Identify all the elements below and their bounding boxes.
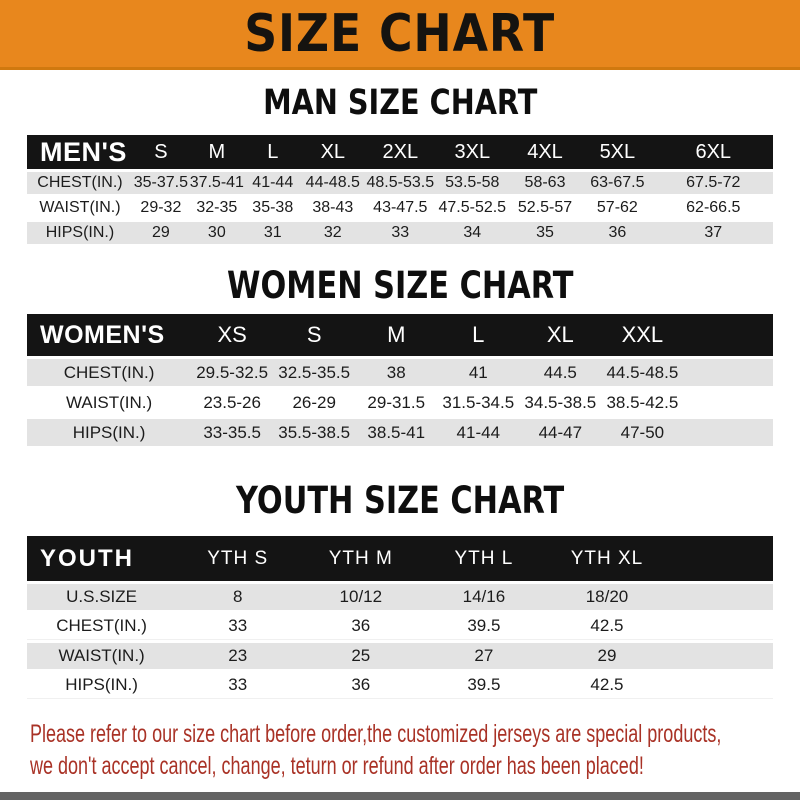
spacer-cell <box>669 643 774 669</box>
spacer-cell <box>669 584 774 610</box>
value-cell: 43-47.5 <box>365 197 436 219</box>
size-header-cell: 4XL <box>509 135 581 169</box>
size-header-cell: YTH M <box>299 536 422 581</box>
spacer <box>0 782 800 792</box>
size-header-cell: XL <box>301 135 365 169</box>
size-header-cell: M <box>189 135 245 169</box>
row-label-cell: CHEST(IN.) <box>27 359 191 386</box>
table-title-cell: WOMEN'S <box>27 314 191 356</box>
value-cell: 44.5 <box>519 359 601 386</box>
table-header-row <box>27 135 773 169</box>
measurement-row <box>27 419 773 446</box>
row-label-cell: U.S.SIZE <box>27 584 176 610</box>
value-cell: 36 <box>581 222 653 244</box>
value-cell: 32-35 <box>189 197 245 219</box>
value-cell: 38 <box>355 359 437 386</box>
value-cell: 35 <box>509 222 581 244</box>
disclaimer <box>30 718 800 782</box>
value-cell: 67.5-72 <box>654 172 773 194</box>
value-cell: 58-63 <box>509 172 581 194</box>
spacer-cell <box>669 536 774 581</box>
value-cell: 8 <box>176 584 299 610</box>
womens-size-table <box>27 311 773 449</box>
value-cell: 29 <box>133 222 189 244</box>
value-cell: 39.5 <box>422 672 545 699</box>
value-cell: 32 <box>301 222 365 244</box>
value-cell: 38.5-41 <box>355 419 437 446</box>
row-label-cell: WAIST(IN.) <box>27 643 176 669</box>
disclaimer-line-1: Please refer to our size chart before order,the customized jerseys are special products, <box>30 720 722 748</box>
disclaimer-line-2: we don't accept cancel, change, teturn or refund after order has been placed! <box>30 752 644 780</box>
value-cell: 41-44 <box>437 419 519 446</box>
value-cell: 42.5 <box>545 613 668 640</box>
value-cell: 34 <box>436 222 509 244</box>
size-header-cell: YTH S <box>176 536 299 581</box>
value-cell: 44-47 <box>519 419 601 446</box>
row-label-cell: HIPS(IN.) <box>27 419 191 446</box>
value-cell: 25 <box>299 643 422 669</box>
value-cell: 44.5-48.5 <box>601 359 683 386</box>
value-cell: 38-43 <box>301 197 365 219</box>
women-size-chart-heading <box>0 264 800 307</box>
table-header-row <box>27 536 773 581</box>
size-header-cell: L <box>245 135 301 169</box>
table-header-row <box>27 314 773 356</box>
value-cell: 39.5 <box>422 613 545 640</box>
measurement-row <box>27 672 773 699</box>
row-label-cell: WAIST(IN.) <box>27 389 191 416</box>
value-cell: 42.5 <box>545 672 668 699</box>
size-header-cell: 5XL <box>581 135 653 169</box>
size-header-cell: L <box>437 314 519 356</box>
value-cell: 44-48.5 <box>301 172 365 194</box>
size-header-cell: S <box>273 314 355 356</box>
spacer-cell <box>683 419 773 446</box>
spacer-cell <box>669 672 774 699</box>
spacer-cell <box>683 389 773 416</box>
measurement-row <box>27 613 773 640</box>
row-label-cell: HIPS(IN.) <box>27 222 133 244</box>
value-cell: 31.5-34.5 <box>437 389 519 416</box>
measurement-row <box>27 172 773 194</box>
size-header-cell: 6XL <box>654 135 773 169</box>
value-cell: 47.5-52.5 <box>436 197 509 219</box>
value-cell: 35-38 <box>245 197 301 219</box>
size-header-cell: S <box>133 135 189 169</box>
measurement-row <box>27 359 773 386</box>
value-cell: 57-62 <box>581 197 653 219</box>
value-cell: 47-50 <box>601 419 683 446</box>
banner-title: SIZE CHART <box>244 3 556 64</box>
mens-table-wrap <box>27 132 773 247</box>
value-cell: 26-29 <box>273 389 355 416</box>
value-cell: 27 <box>422 643 545 669</box>
spacer-cell <box>669 613 774 640</box>
value-cell: 18/20 <box>545 584 668 610</box>
measurement-row <box>27 389 773 416</box>
row-label-cell: CHEST(IN.) <box>27 172 133 194</box>
table-title-cell: MEN'S <box>27 135 133 169</box>
measurement-row <box>27 584 773 610</box>
value-cell: 48.5-53.5 <box>365 172 436 194</box>
size-header-cell: 3XL <box>436 135 509 169</box>
value-cell: 37 <box>654 222 773 244</box>
value-cell: 30 <box>189 222 245 244</box>
size-header-cell: 2XL <box>365 135 436 169</box>
value-cell: 31 <box>245 222 301 244</box>
value-cell: 33 <box>365 222 436 244</box>
man-size-chart-heading-text: MAN SIZE CHART <box>262 83 538 123</box>
value-cell: 29-32 <box>133 197 189 219</box>
size-chart-banner <box>0 0 800 70</box>
measurement-row <box>27 197 773 219</box>
value-cell: 29 <box>545 643 668 669</box>
size-header-cell: YTH XL <box>545 536 668 581</box>
value-cell: 10/12 <box>299 584 422 610</box>
value-cell: 29-31.5 <box>355 389 437 416</box>
women-size-chart-heading-text: WOMEN SIZE CHART <box>226 264 574 307</box>
measurement-row <box>27 643 773 669</box>
value-cell: 62-66.5 <box>654 197 773 219</box>
value-cell: 53.5-58 <box>436 172 509 194</box>
value-cell: 33-35.5 <box>191 419 273 446</box>
size-header-cell: XL <box>519 314 601 356</box>
value-cell: 29.5-32.5 <box>191 359 273 386</box>
size-header-cell: XS <box>191 314 273 356</box>
bottom-edge-strip <box>0 792 800 800</box>
youth-size-chart-heading-text: YOUTH SIZE CHART <box>235 479 565 522</box>
spacer-cell <box>683 314 773 356</box>
value-cell: 35.5-38.5 <box>273 419 355 446</box>
value-cell: 41 <box>437 359 519 386</box>
value-cell: 35-37.5 <box>133 172 189 194</box>
youth-size-chart-heading <box>0 479 800 522</box>
value-cell: 14/16 <box>422 584 545 610</box>
value-cell: 34.5-38.5 <box>519 389 601 416</box>
youth-table-wrap <box>27 533 773 702</box>
value-cell: 38.5-42.5 <box>601 389 683 416</box>
spacer-cell <box>683 359 773 386</box>
size-header-cell: YTH L <box>422 536 545 581</box>
mens-size-table <box>27 132 773 247</box>
row-label-cell: CHEST(IN.) <box>27 613 176 640</box>
value-cell: 41-44 <box>245 172 301 194</box>
value-cell: 36 <box>299 613 422 640</box>
man-size-chart-heading <box>0 83 800 123</box>
row-label-cell: WAIST(IN.) <box>27 197 133 219</box>
youth-size-table <box>27 533 773 702</box>
value-cell: 52.5-57 <box>509 197 581 219</box>
size-header-cell: XXL <box>601 314 683 356</box>
row-label-cell: HIPS(IN.) <box>27 672 176 699</box>
value-cell: 63-67.5 <box>581 172 653 194</box>
value-cell: 33 <box>176 672 299 699</box>
table-title-cell: YOUTH <box>27 536 176 581</box>
value-cell: 33 <box>176 613 299 640</box>
value-cell: 23 <box>176 643 299 669</box>
value-cell: 32.5-35.5 <box>273 359 355 386</box>
value-cell: 36 <box>299 672 422 699</box>
value-cell: 37.5-41 <box>189 172 245 194</box>
value-cell: 23.5-26 <box>191 389 273 416</box>
measurement-row <box>27 222 773 244</box>
size-header-cell: M <box>355 314 437 356</box>
womens-table-wrap <box>27 311 773 449</box>
